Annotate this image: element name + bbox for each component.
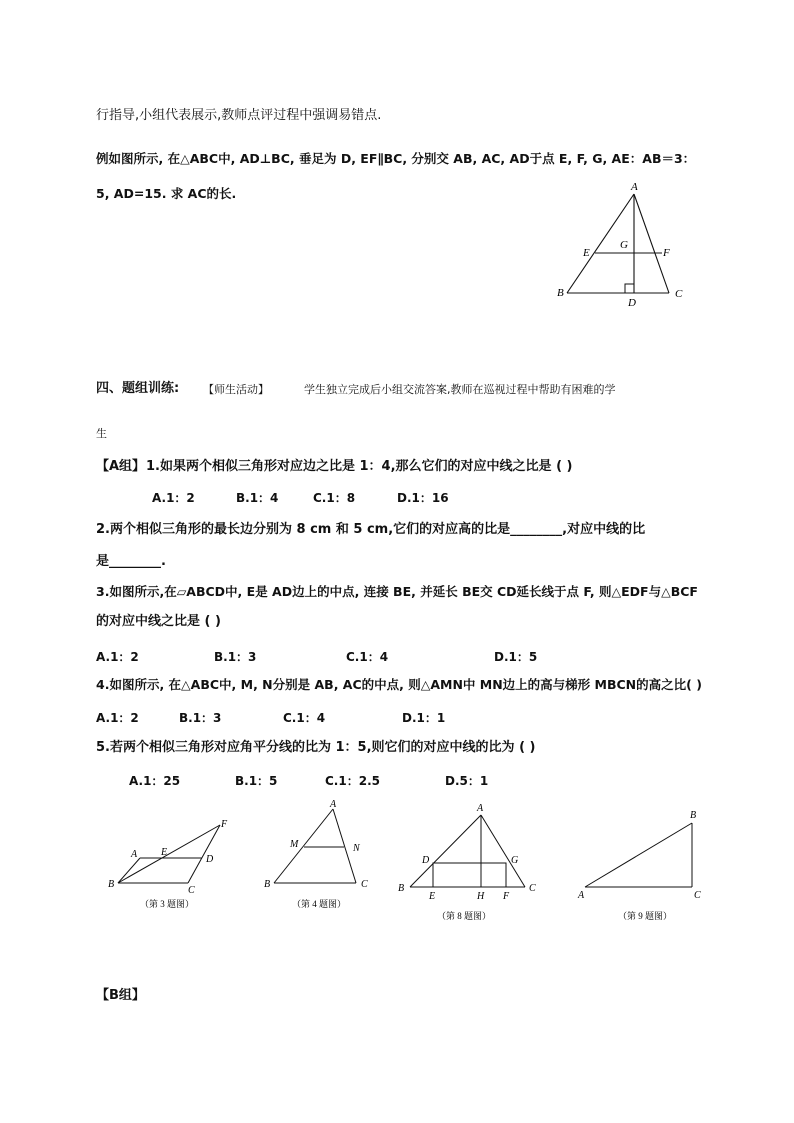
q4-option-c[interactable]: C.1：4 (283, 711, 326, 725)
label-G: G (620, 239, 628, 251)
q4-option-a[interactable]: A.1：2 (96, 711, 139, 725)
figure-q8-caption: （第 8 题图） (437, 911, 492, 921)
q5-option-c[interactable]: C.1：2.5 (325, 774, 380, 788)
svg-text:C: C (188, 885, 195, 896)
q1-option-a[interactable]: A.1：2 (152, 491, 195, 505)
q2-line-1: 2.两个相似三角形的最长边分别为 8 cm 和 5 cm,它们的对应高的比是________,对应中线的比 (96, 522, 646, 537)
figure-q4-caption: （第 4 题图） (292, 899, 347, 909)
label-D: D (628, 297, 636, 309)
svg-text:D: D (422, 855, 430, 866)
q3-option-a[interactable]: A.1：2 (96, 650, 139, 664)
q3-option-d[interactable]: D.1：5 (494, 650, 538, 664)
svg-text:C: C (361, 879, 368, 890)
q1-text: 1.如果两个相似三角形对应边之比是 1：4,那么它们的对应中线之比是 ( ) (146, 459, 573, 474)
group-b-label: 【B组】 (96, 988, 145, 1003)
q1-option-d[interactable]: D.1：16 (397, 491, 449, 505)
label-B: B (557, 287, 564, 299)
svg-text:H: H (477, 891, 485, 902)
label-C: C (675, 288, 683, 300)
svg-text:A: A (330, 799, 337, 810)
svg-text:C: C (694, 890, 701, 901)
svg-text:A: A (477, 803, 484, 814)
svg-text:B: B (690, 810, 697, 821)
svg-text:M: M (290, 839, 299, 850)
figure-q3-parallelogram (102, 815, 242, 915)
svg-text:B: B (108, 879, 115, 890)
figure-q3-caption: （第 3 题图） (140, 899, 195, 909)
q4-line-1: 4.如图所示, 在△ABC中, M, N分别是 AB, AC的中点, 则△AMN中 MN边上的高与梯形 MBCN的高之比( ) (96, 677, 702, 692)
svg-text:A: A (131, 849, 138, 860)
q5-option-a[interactable]: A.1：25 (129, 774, 181, 788)
section4-title: 四、题组训练: (96, 381, 180, 396)
q3-option-c[interactable]: C.1：4 (346, 650, 389, 664)
svg-text:A: A (578, 890, 585, 901)
q5-option-b[interactable]: B.1：5 (235, 774, 278, 788)
q4-option-b[interactable]: B.1：3 (179, 711, 222, 725)
svg-text:N: N (353, 843, 360, 854)
svg-text:E: E (161, 847, 168, 858)
label-A: A (631, 181, 638, 193)
group-a-label: 【A组】 (96, 459, 146, 474)
q2-line-2: 是________. (96, 554, 166, 569)
example-line-1: 例如图所示, 在△ABC中, AD⊥BC, 垂足为 D, EF∥BC, 分别交 AB, AC, AD于点 E, F, G, AE：AB＝3： (96, 151, 696, 166)
q1-option-c[interactable]: C.1：8 (313, 491, 356, 505)
section4-desc-cont: 生 (96, 427, 107, 440)
q3-line-1: 3.如图所示,在▱ABCD中, E是 AD边上的中点, 连接 BE, 并延长 BE交 CD延长线于点 F, 则△EDF与△BCF (96, 584, 698, 599)
svg-text:D: D (206, 854, 214, 865)
example-line-2: 5, AD=15. 求 AC的长. (96, 186, 237, 201)
svg-text:F: F (503, 891, 510, 902)
q5-option-d[interactable]: D.5：1 (445, 774, 489, 788)
svg-text:C: C (529, 883, 536, 894)
figure-q4-triangle (258, 797, 378, 915)
figure-q9-caption: （第 9 题图） (618, 911, 673, 921)
q5-line-1: 5.若两个相似三角形对应角平分线的比为 1：5,则它们的对应中线的比为 ( ) (96, 740, 536, 755)
svg-text:F: F (221, 819, 228, 830)
q3-option-b[interactable]: B.1：3 (214, 650, 257, 664)
svg-text:B: B (264, 879, 271, 890)
q1-option-b[interactable]: B.1：4 (236, 491, 279, 505)
section4-desc: 学生独立完成后小组交流答案,教师在巡视过程中帮助有困难的学 (304, 383, 616, 396)
q4-option-d[interactable]: D.1：1 (402, 711, 446, 725)
intro-line: 行指导,小组代表展示,教师点评过程中强调易错点. (96, 108, 382, 123)
svg-text:E: E (429, 891, 436, 902)
label-F: F (663, 247, 670, 259)
svg-text:G: G (511, 855, 519, 866)
example-triangle-figure (555, 178, 705, 310)
label-E: E (583, 247, 590, 259)
figure-q8-triangle-rectangle (395, 797, 545, 925)
svg-text:B: B (398, 883, 405, 894)
q3-line-2: 的对应中线之比是 ( ) (96, 614, 221, 629)
figure-q9-right-triangle (570, 805, 710, 925)
section4-tag: 【师生活动】 (203, 383, 269, 396)
